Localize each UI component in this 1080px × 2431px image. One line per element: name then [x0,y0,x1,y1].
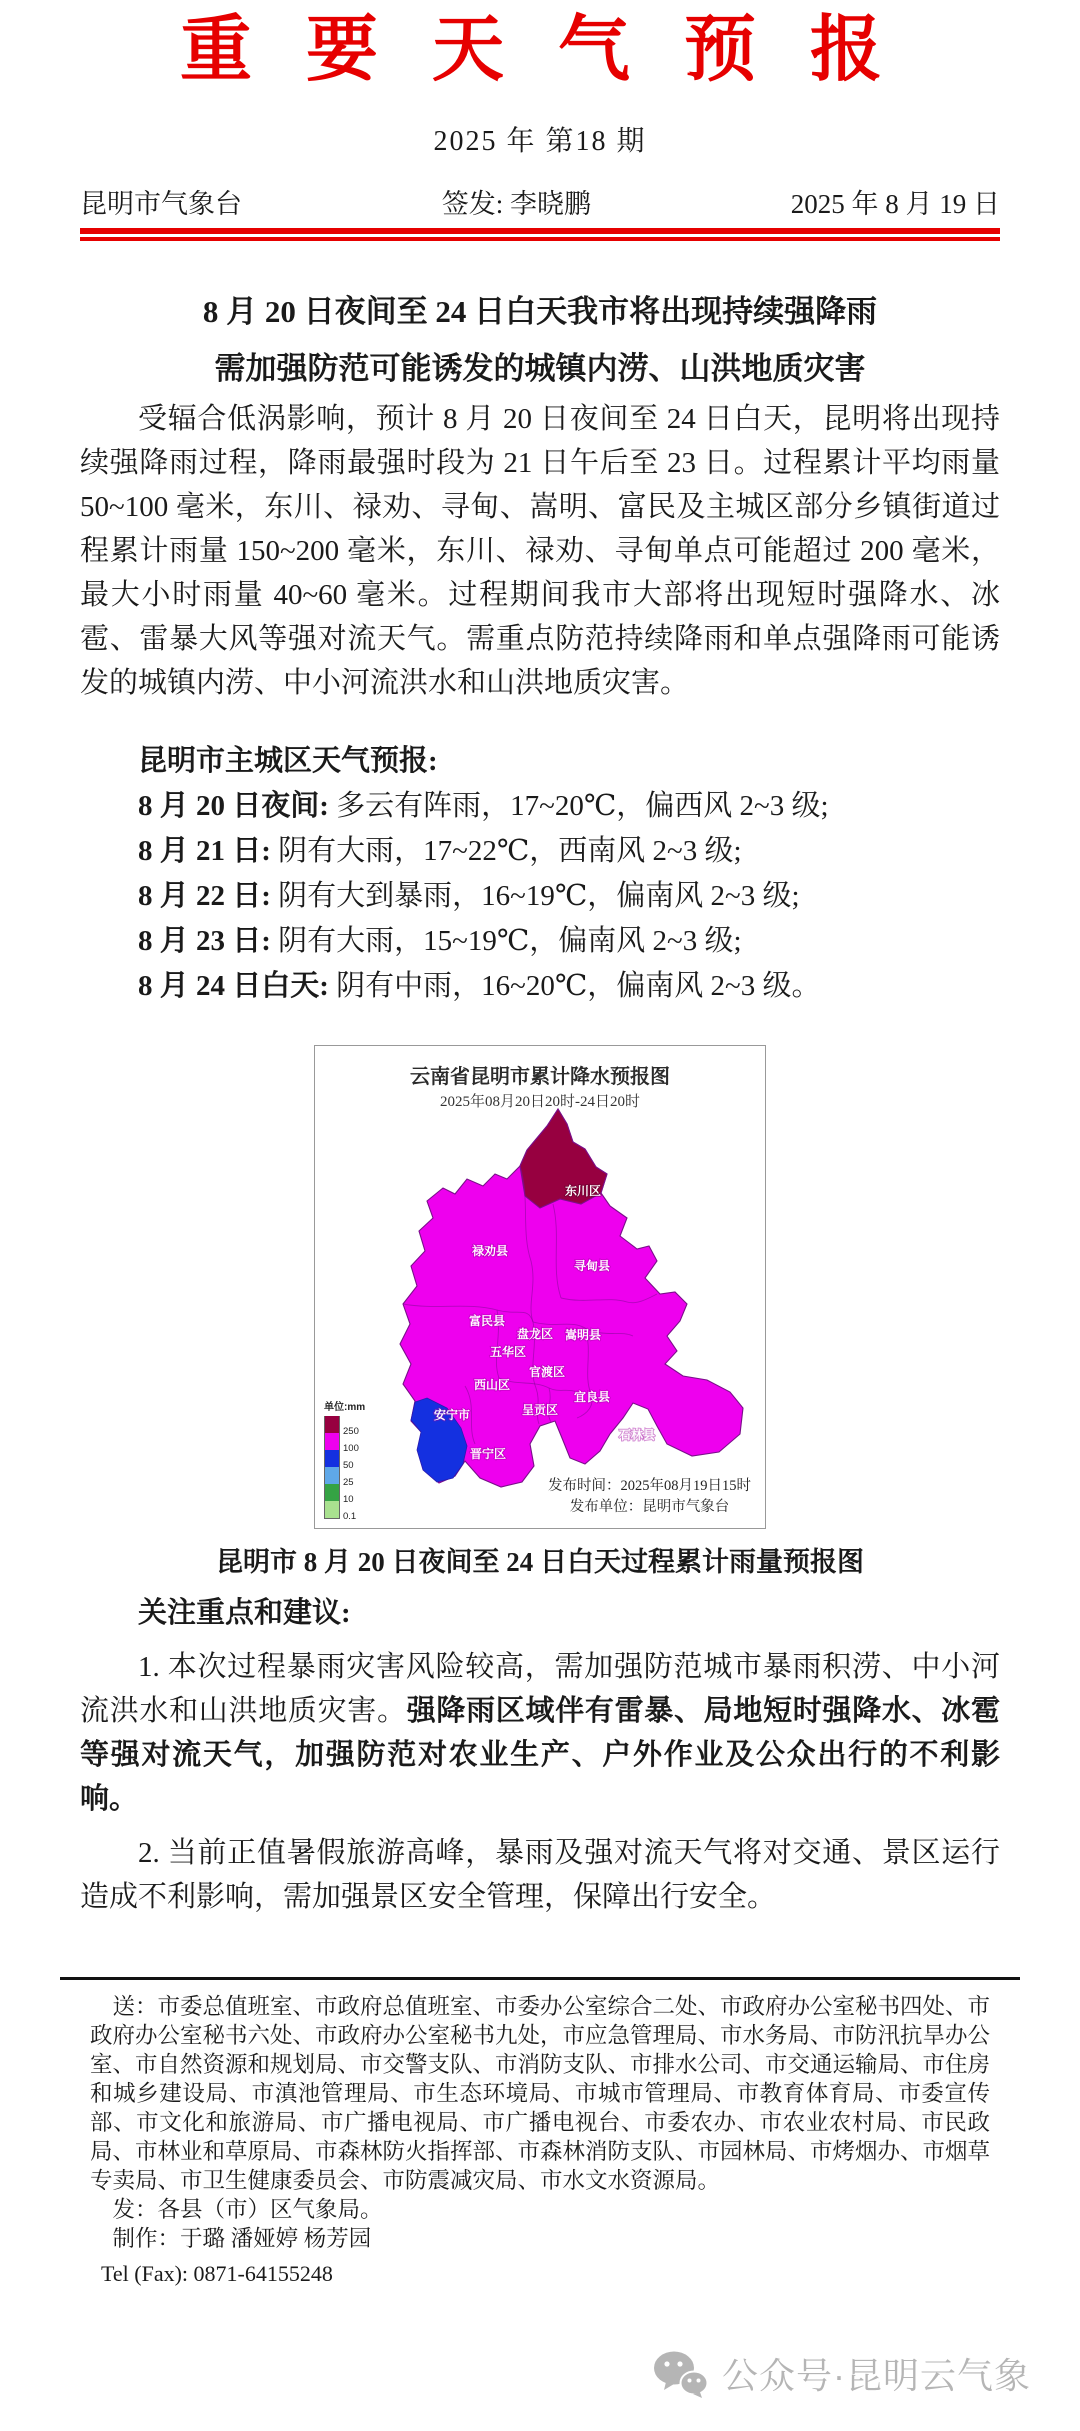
advice-item-1 [80,1645,1000,1821]
legend-swatch [324,1501,340,1519]
red-divider [80,228,1000,241]
forecast-item [80,919,1000,964]
forecast-text: 阴有大雨，17~22℃，西南风 2~3 级; [278,835,742,867]
bulletin-footer-wrap [0,1977,1080,2288]
distribution-footer [90,1992,990,2288]
forecast-text: 阴有中雨，16~20℃，偏南风 2~3 级。 [336,970,821,1002]
bulletin-title-line2: 需加强防范可能诱发的城镇内涝、山洪地质灾害 [214,351,866,386]
forecast-date-label: 8 月 22 日: [138,880,271,912]
region-label-wuhua: 五华区 [489,1345,527,1359]
forecast-heading: 昆明市主城区天气预报: [138,745,438,777]
wechat-watermark [652,2348,1031,2399]
producers: 制作：于璐 潘娅婷 杨芳园 [112,2226,372,2251]
kunming-choropleth-map [315,1046,765,1528]
legend-value: 100 [343,1443,359,1454]
legend-swatch [324,1450,340,1467]
signer: 签发: 李晓鹏 [441,189,591,219]
forecast-item [80,874,1000,919]
forecast-date-label: 8 月 20 日夜间: [138,790,329,822]
legend-swatch [324,1433,340,1450]
bulletin-main [0,6,1080,1919]
region-label-fumin: 富民县 [468,1314,506,1328]
region-label-jinning: 晋宁区 [469,1447,507,1461]
forecast-item [80,964,1000,1009]
legend-swatch [324,1467,340,1484]
bulletin-title-line1: 8 月 20 日夜间至 24 日白天我市将出现持续强降雨 [202,294,878,329]
region-label-anning: 安宁市 [433,1408,471,1422]
distribution-fa: 发：各县（市）区气象局。 [112,2197,383,2222]
map-issue-info [548,1476,751,1518]
forecast-date-label: 8 月 23 日: [138,925,271,957]
issuing-office: 昆明市气象台 [80,189,242,219]
legend-swatch [324,1416,340,1433]
forecast-text: 阴有大雨，15~19℃，偏南风 2~3 级; [278,925,742,957]
forecast-text: 阴有大到暴雨，16~19℃，偏南风 2~3 级; [278,880,800,912]
legend-value: 50 [343,1460,354,1471]
city-forecast-block [80,739,1000,1009]
page-title: 重 要 天 气 预 报 [179,10,900,90]
map-caption: 昆明市 8 月 20 日夜间至 24 日白天过程累计雨量预报图 [216,1547,864,1577]
legend-value: 250 [343,1426,359,1437]
legend-value: 0.1 [343,1511,357,1522]
region-label-xishan: 西山区 [473,1378,511,1392]
distribution-send-list: 送：市委总值班室、市政府总值班室、市委办公室综合二处、市政府办公室秘书四处、市政府办公室秘书六处、市政府办公室秘书九处，市应急管理局、市水务局、市防汛抗旱办公室、市自然资源和规划局、市交警支队、市消防支队、市排水公司、市交通运输局、市住房和城乡建设局、市滇池管理局、市生态环境局、市城市管理局、市教育体育局、市委宣传部、市文化和旅游局、市广播电视局、市广播电视台、市委农办、市农业农村局、市民政局、市林业和草原局、市森林防火指挥部、市森林消防支队、市园林局、市烤烟办、市烟草专卖局、市卫生健康委员会、市防震减灾局、市水文水资源局。 [90,1994,991,2193]
advice-item-1-text: 1. 本次过程暴雨灾害风险较高，需加强防范城市暴雨积涝、中小河流洪水和山洪地质灾害。 [80,1651,1000,1727]
contact-tel: Tel (Fax): 0871-64155248 [101,2261,333,2286]
forecast-text: 多云有阵雨，17~20℃，偏西风 2~3 级; [336,790,829,822]
map-issue-time: 发布时间：2025年08月19日15时 [548,1478,751,1494]
advice-item-2: 2. 当前正值暑假旅游高峰，暴雨及强对流天气将对交通、景区运行造成不利影响，需加强景区安全管理，保障出行安全。 [80,1837,1000,1913]
issue-date: 2025 年 8 月 19 日 [790,189,1000,219]
bulletin-title [80,283,1000,397]
region-label-xundian: 寻甸县 [573,1259,611,1273]
legend-value: 25 [343,1477,354,1488]
forecast-date-label: 8 月 24 日白天: [138,970,329,1002]
region-label-luquan: 禄劝县 [471,1244,509,1258]
region-label-yiliang: 宜良县 [573,1390,611,1404]
map-issue-unit: 发布单位：昆明市气象台 [569,1499,730,1515]
rainfall-map-section [80,1045,1000,1581]
region-label-songming: 嵩明县 [564,1328,602,1342]
forecast-item [80,829,1000,874]
red-divider-thin [80,237,1000,241]
region-label-panlong: 盘龙区 [516,1327,554,1341]
wechat-icon [652,2349,710,2399]
advice-heading: 关注重点和建议: [138,1597,351,1629]
region-label-guandu: 官渡区 [528,1365,566,1379]
intro-paragraph: 受辐合低涡影响，预计 8 月 20 日夜间至 24 日白天，昆明将出现持续强降雨过程，降雨最强时段为 21 日午后至 23 日。过程累计平均雨量 50~100 毫米，东川、禄劝、寻甸、嵩明、富民及主城区部分乡镇街道过程累计雨量 150~200 毫米，东川、禄劝、寻甸单点可能超过 200 毫米，最大小时雨量 40~60 毫米。过程期间我市大部将出现短时强降水、冰雹、雷暴大风等强对流天气。需重点防范持续降雨和单点强降雨可能诱发的城镇内涝、中小河流洪水和山洪地质灾害。 [80,403,1000,699]
footer-divider [60,1977,1020,1980]
rainfall-map [314,1045,766,1529]
issue-number: 2025 年 第18 期 [433,126,647,157]
forecast-item [80,784,1000,829]
watermark-text: 公众号·昆明云气象 [722,2355,1031,2396]
advice-item-1-emphasis: 强降雨区域伴有雷暴、局地短时强降水、冰雹等强对流天气，加强防范对农业生产、户外作业及公众出行的不利影响。 [80,1695,1000,1815]
document-header-row [80,186,1000,222]
forecast-date-label: 8 月 21 日: [138,835,271,867]
rainfall-legend [324,1398,366,1522]
map-subtitle: 2025年08月20日20时-24日20时 [440,1094,640,1110]
legend-title: 单位:mm [324,1402,366,1413]
advice-section [80,1591,1000,1919]
legend-value: 10 [343,1494,354,1505]
region-label-shilin: 石林县 [618,1428,656,1442]
legend-row [324,1416,365,1437]
legend-swatch [324,1484,340,1501]
region-label-dongchuan: 东川区 [564,1184,602,1198]
map-title: 云南省昆明市累计降水预报图 [410,1066,670,1088]
region-label-chenggong: 呈贡区 [521,1403,559,1417]
